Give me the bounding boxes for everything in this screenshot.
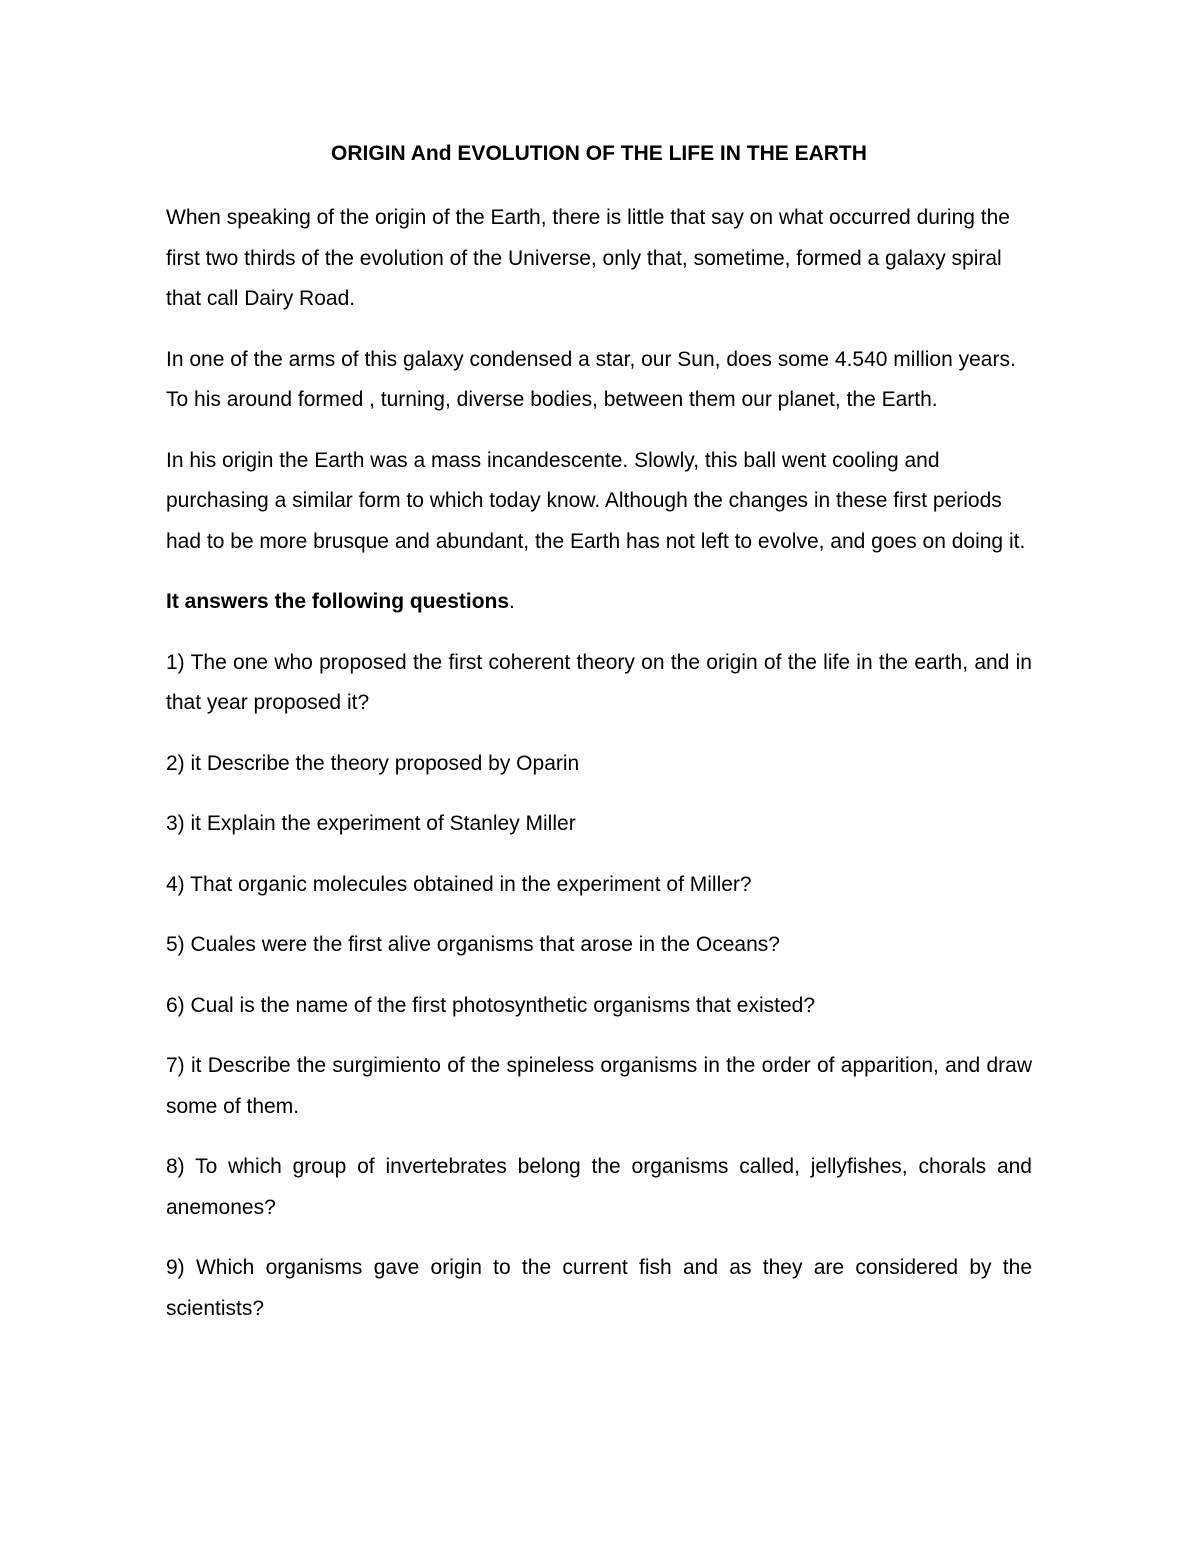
question-item-4: 4) That organic molecules obtained in the experiment of Miller? xyxy=(166,872,752,896)
questions-heading xyxy=(166,582,1032,623)
questions-list xyxy=(166,643,1032,1330)
question-item-8: 8) To which group of invertebrates belong the organisms called, jellyfishes, chorals and anemones? xyxy=(166,1155,1032,1219)
question-item-3: 3) it Explain the experiment of Stanley Miller xyxy=(166,812,576,835)
question-item-2: 2) it Describe the theory proposed by Oparin xyxy=(166,751,580,775)
intro-paragraph-1: When speaking of the origin of the Earth, there is little that say on what occurred during the first two thirds of the evolution of the Universe, only that, sometime, formed a galaxy spiral that call Dairy Road. xyxy=(166,206,1010,310)
intro-paragraph-3: In his origin the Earth was a mass incandescente. Slowly, this ball went cooling and purchasing a similar form to which today know. Although the changes in these first periods had to be more brusque and abundant, the Earth has not left to evolve, and goes on doing it. xyxy=(166,448,1026,553)
intro-paragraph-2: In one of the arms of this galaxy condensed a star, our Sun, does some 4.540 million years. To his around formed , turning, diverse bodies, between them our planet, the Earth. xyxy=(166,347,1016,411)
question-item-7: 7) it Describe the surgimiento of the spineless organisms in the order of apparition, and draw some of them. xyxy=(166,1054,1032,1118)
document-title: ORIGIN And EVOLUTION OF THE LIFE IN THE EARTH xyxy=(331,142,867,165)
questions-heading-punctuation: . xyxy=(509,590,515,613)
question-item-6: 6) Cual is the name of the first photosynthetic organisms that existed? xyxy=(166,993,816,1017)
question-item-1: 1) The one who proposed the first coherent theory on the origin of the life in the earth, and in that year proposed it? xyxy=(166,650,1032,714)
question-item-9: 9) Which organisms gave origin to the current fish and as they are considered by the scientists? xyxy=(166,1256,1032,1320)
questions-heading-text: It answers the following questions xyxy=(166,590,510,613)
question-item-5: 5) Cuales were the first alive organisms that arose in the Oceans? xyxy=(166,933,780,956)
document-page xyxy=(166,140,1032,1349)
